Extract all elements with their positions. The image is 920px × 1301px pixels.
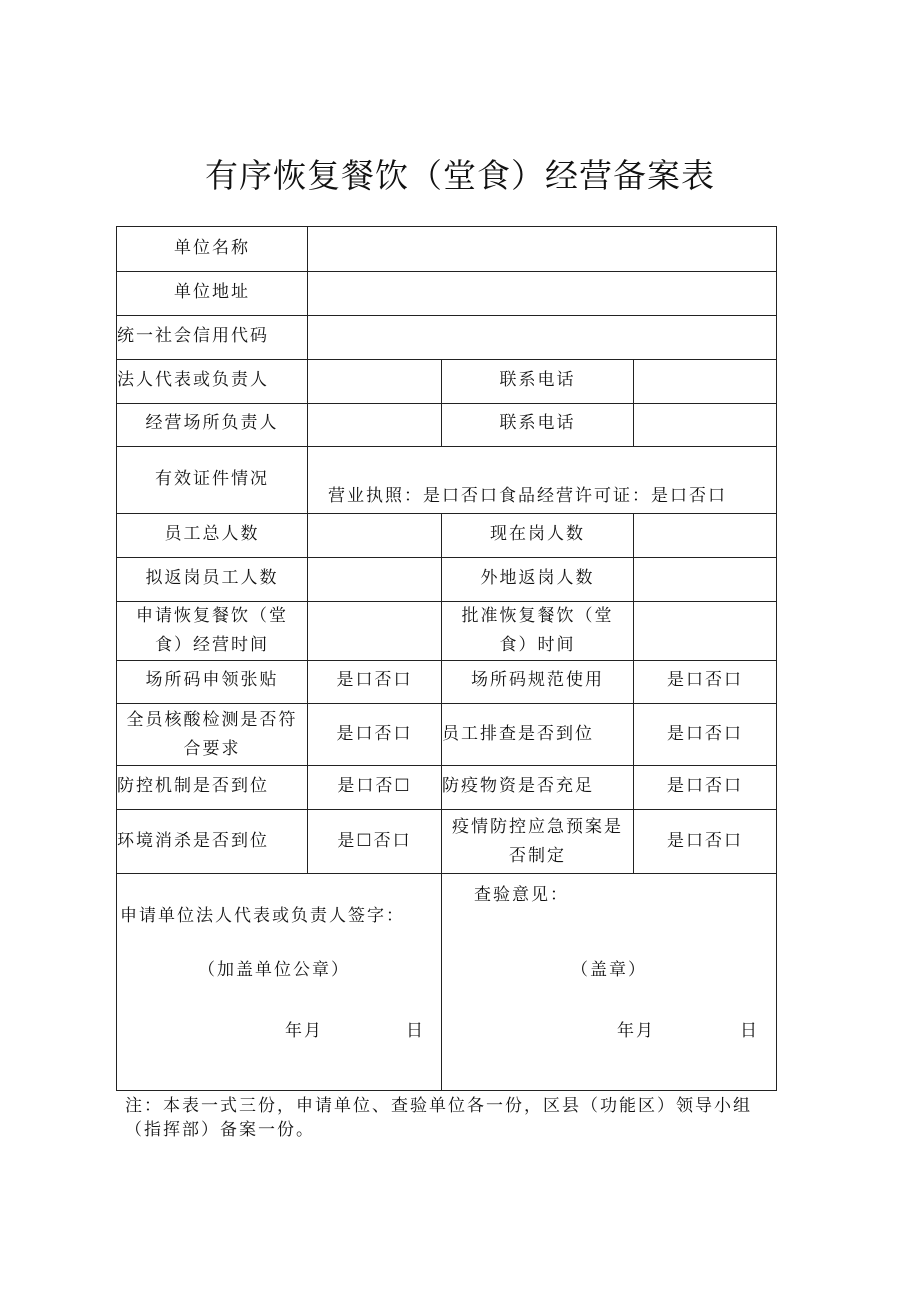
field-apply-time[interactable]: [308, 602, 442, 661]
label-total-staff: 员工总人数: [117, 514, 308, 558]
label-supplies: 防疫物资是否充足: [442, 766, 634, 810]
label-staff-screening: 员工排查是否到位: [442, 704, 634, 766]
label-unit-name: 单位名称: [117, 227, 308, 272]
field-certificates[interactable]: 营业执照：是口否口食品经营许可证：是口否口: [308, 447, 777, 514]
label-contact-phone-1: 联系电话: [442, 360, 634, 404]
label-out-of-town-returning: 外地返岗人数: [442, 558, 634, 602]
label-returning-staff: 拟返岗员工人数: [117, 558, 308, 602]
signature-label: 申请单位法人代表或负责人签字：: [120, 906, 405, 926]
field-supplies[interactable]: 是口否口: [634, 766, 777, 810]
field-disinfection[interactable]: 是☐否口: [308, 810, 442, 874]
field-unit-address[interactable]: [308, 272, 777, 316]
label-certificates: 有效证件情况: [117, 447, 308, 514]
field-out-of-town-returning[interactable]: [634, 558, 777, 602]
field-total-staff[interactable]: [308, 514, 442, 558]
signature-cell[interactable]: [117, 874, 442, 1091]
field-approve-time[interactable]: [634, 602, 777, 661]
label-venue-manager: 经营场所负责人: [117, 404, 308, 447]
footnote: 注：本表一式三份，申请单位、查验单位各一份，区县（功能区）领导小组（指挥部）备案一份。: [125, 1096, 752, 1140]
label-credit-code: 统一社会信用代码: [117, 316, 308, 360]
field-nucleic-test[interactable]: 是口否口: [308, 704, 442, 766]
label-venue-code-posting: 场所码申领张贴: [117, 661, 308, 704]
opinion-label: 查验意见：: [474, 885, 569, 905]
field-venue-code-usage[interactable]: 是口否口: [634, 661, 777, 704]
label-legal-rep: 法人代表或负责人: [117, 360, 308, 404]
field-control-mechanism[interactable]: 是口否☐: [308, 766, 442, 810]
field-unit-name[interactable]: [308, 227, 777, 272]
field-contact-phone-2[interactable]: [634, 404, 777, 447]
signature-year-month: 年月: [285, 1021, 323, 1041]
label-emergency-plan: 疫情防控应急预案是否制定: [442, 810, 634, 874]
page-title: 有序恢复餐饮（堂食）经营备案表: [205, 156, 715, 195]
label-disinfection: 环境消杀是否到位: [117, 810, 308, 874]
label-control-mechanism: 防控机制是否到位: [117, 766, 308, 810]
field-returning-staff[interactable]: [308, 558, 442, 602]
field-staff-on-post[interactable]: [634, 514, 777, 558]
filing-form: [116, 226, 777, 1091]
field-staff-screening[interactable]: 是口否口: [634, 704, 777, 766]
field-legal-rep[interactable]: [308, 360, 442, 404]
opinion-cell[interactable]: [442, 874, 777, 1091]
label-staff-on-post: 现在岗人数: [442, 514, 634, 558]
label-nucleic-test: 全员核酸检测是否符合要求: [117, 704, 308, 766]
field-contact-phone-1[interactable]: [634, 360, 777, 404]
label-approve-time: 批准恢复餐饮（堂食）时间: [442, 602, 634, 661]
field-venue-manager[interactable]: [308, 404, 442, 447]
label-unit-address: 单位地址: [117, 272, 308, 316]
opinion-year-month: 年月: [617, 1021, 655, 1041]
label-contact-phone-2: 联系电话: [442, 404, 634, 447]
field-venue-code-posting[interactable]: 是口否口: [308, 661, 442, 704]
opinion-seal: （盖章）: [571, 960, 647, 980]
opinion-day: 日: [740, 1021, 759, 1041]
label-apply-time: 申请恢复餐饮（堂食）经营时间: [117, 602, 308, 661]
field-emergency-plan[interactable]: 是口否口: [634, 810, 777, 874]
label-venue-code-usage: 场所码规范使用: [442, 661, 634, 704]
signature-day: 日: [406, 1021, 425, 1041]
signature-seal: （加盖单位公章）: [198, 960, 350, 980]
field-credit-code[interactable]: [308, 316, 777, 360]
